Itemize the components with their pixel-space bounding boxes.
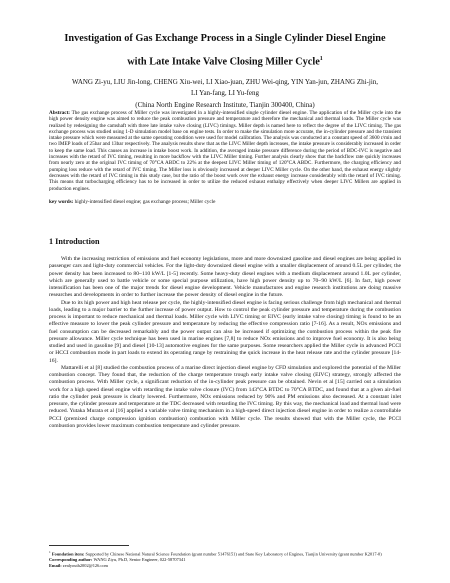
- paper-title: [20, 29, 430, 72]
- funding-text: Supported by Chinese National Natural Science Foundation (grant number 51476151) and State Key Laboratory of Engines, Tianjin University (grant number K2017-0): [85, 551, 382, 557]
- keywords-label: key words:: [49, 199, 74, 205]
- corresponding-author-label: Corresponding author:: [49, 557, 93, 563]
- author-line-2: LI Yan-fang, LI Yu-feng: [191, 88, 259, 97]
- author-list: [40, 77, 410, 98]
- footnote-funding: [49, 550, 401, 557]
- title-footnote-marker: 1: [319, 56, 323, 62]
- author-line-1: WANG Zi-yu, LIU Jin-long, CHENG Xiu-wei, LI Xiao-juan, ZHU Wei-qing, YIN Yan-jun, ZHANG Zhi-jin,: [71, 78, 379, 86]
- email-label: Email:: [49, 562, 62, 568]
- email-text: zealyouth2002@126.com: [62, 562, 108, 568]
- abstract: [49, 110, 401, 192]
- section-heading-introduction: 1 Introduction: [49, 237, 100, 246]
- paragraph: With the increasing restriction of emissions and fuel economy legislations, more and more downsized gasoline and diesel engines are being applied in passenger cars and light-duty commercial vehicles. For the light-duty downsized diesel engine with a smaller displacement of around 0.5L per cylinder, the power density has been increased to 80~110 kW/L [1-5] recently. Some heavy-duty diesel engines with a medium displacement around 1.0L per cylinder, which are generally used to battle vehicle or some special purpose utilization, have high power density up to 70~90 kW/L [6]. In fact, high power intensification has been one of the major trends for diesel engine development. Vehicle manufactures and engine research institutions are doing massive researches and developments in order to further increase the power density of diesel engine in the future.: [49, 256, 401, 299]
- keywords: [49, 199, 401, 205]
- keywords-text: highly-intensified diesel engine; gas exchange process; Miller cycle: [74, 199, 216, 205]
- funding-label: Foundation item:: [51, 551, 85, 557]
- footnote-marker: 1: [49, 550, 51, 554]
- paragraph: Due to its high power and high heat release per cycle, the highly-intensified diesel engine is facing serious challenge from high mechanical and thermal loads, leading to a major barrier to the further increase of power output. How to control the peak cylinder pressure and temperature during the combustion process is important to reduce mechanical and thermal loads. Miller cycle with LIVC timing or EIVC (early intake valve closing) timing is found to be an effective measure to lower the peak cylinder pressure and temperature by reducing the effective compression ratio [7-16]. As a result, NOx emissions and fuel consumption can be decreased remarkably and the power output can also be increased if optimizing the combustion process within the peak fire pressure allowance. Miller cycle technique has been used in marine engines [7,8] to reduce NOx emissions and to improve fuel economy. It is also being studied and used in gasoline [9] and diesel [10-13] automotive engines for the same purposes. Some researchers applied the Miller cycle in advanced PCCI or HCCI combustion mode in part loads to extend its operating range by restraining the quick increase in the heat release rate and the cylinder pressure [14-16].: [49, 299, 401, 364]
- abstract-text: The gas exchange process of Miller cycle was investigated in a highly-intensified single cylinder diesel engine. The application of the Miller cycle into the high power density engine was aimed to reduce the peak combustion pressure and temperature and therefore the mechanical and thermal loads. The Miller cycle was realized by redesigning the camshaft with three late intake valve closing (LIVC) timings. Miller depth is named here to reflect the degree of the LIVC timing. The gas exchange process was studied using 1-D simulation model base on engine tests. In order to make the simulation more accurate, the in-cylinder pressure and the transient intake pressure which were measured at the same operating condition were used for model calibration. The analysis was conducted at a constant speed of 3600 r/min and two IMEP loads of 25bar and 13bar respectively. The analysis results show that as the LIVC Miller depth increases, the intake pressure is considerably increased in order to keep the same load. This causes an increase in intake boost work. In addition, the averaged intake pressure difference during the period of BDC-IVC is negative and increases with the retard of IVC timing, resulting in more backflow with the LIVC Miller timing. Further analysis clearly show that the backflow rate quickly increases from nearly zero at the original IVC timing of 70°CA ABDC to 22% at the deepest LIVC Miller timing of 120°CA ABDC. Furthermore, the charging efficiency and pumping loss reduce with the retard of IVC timing. The Miller loss is obviously increased at deeper LIVC Miller cycle. On the other hand, the exhaust energy slightly decreases with the retard of IVC timing in this study case, but the ratio of the boost work over the exhaust energy increase considerably with the retard of IVC timing. This means that turbocharging efficiency has to be increased in order to utilize the reduced exhaust enthalpy effectively when deeper LIVC Millers are applied in production engines.: [49, 110, 401, 192]
- footnotes: [49, 550, 401, 568]
- introduction-body: [49, 256, 401, 430]
- affiliation: (China North Engine Research Institute, Tianjin 300400, China): [135, 101, 315, 109]
- title-line-2-text: with Late Intake Valve Closing Miller Cycle: [127, 56, 320, 68]
- corresponding-author-text: WANG Ziyu, Ph.D, Senior Engineer, 022-58707341: [93, 557, 186, 563]
- paragraph: Mattarelli et al [8] studied the combustion process of a marine direct injection diesel engine by CFD simulation and explored the potential of the Miller combustion concept. They found that, the reduction of the charge temperature trough early intake valve closing (EIVC) strategy, strongly affected the combustion process. With Miller cycle, a significant reduction of the in-cylinder peak pressure can be obtained. Nevin et al [15] carried out a simulation work for a high speed diesel engine with retarding the intake valve closure (IVC) from 143°CA BTDC to 70°CA BTDC, and found that at a given air-fuel ratio the cylinder peak pressure is clearly lowered. Furthermore, NOx emissions reduced by 90% and PM emissions also decreased. At a constant inlet pressure, the cylinder pressure and temperature at the TDC decreased with retarding the IVC timing. By this way, the mechanical load and thermal load were reduced. Yutaka Murata et al [16] applied a variable valve timing mechanism in a high-speed direct injection diesel engine in order to realize a controllable PCCI (premixed charge compression ignition combustion) combustion with Miller cycle. The results showed that with the Miller cycle, the PCCI combustion provides lower maximum combustion temperature and cylinder pressure.: [49, 364, 401, 429]
- title-line-1: Investigation of Gas Exchange Process in a Single Cylinder Diesel Engine: [64, 33, 386, 44]
- abstract-label: Abstract:: [49, 110, 71, 116]
- title-line-2: [20, 49, 430, 72]
- footnote-divider: [49, 545, 129, 546]
- footnote-email: [49, 563, 401, 569]
